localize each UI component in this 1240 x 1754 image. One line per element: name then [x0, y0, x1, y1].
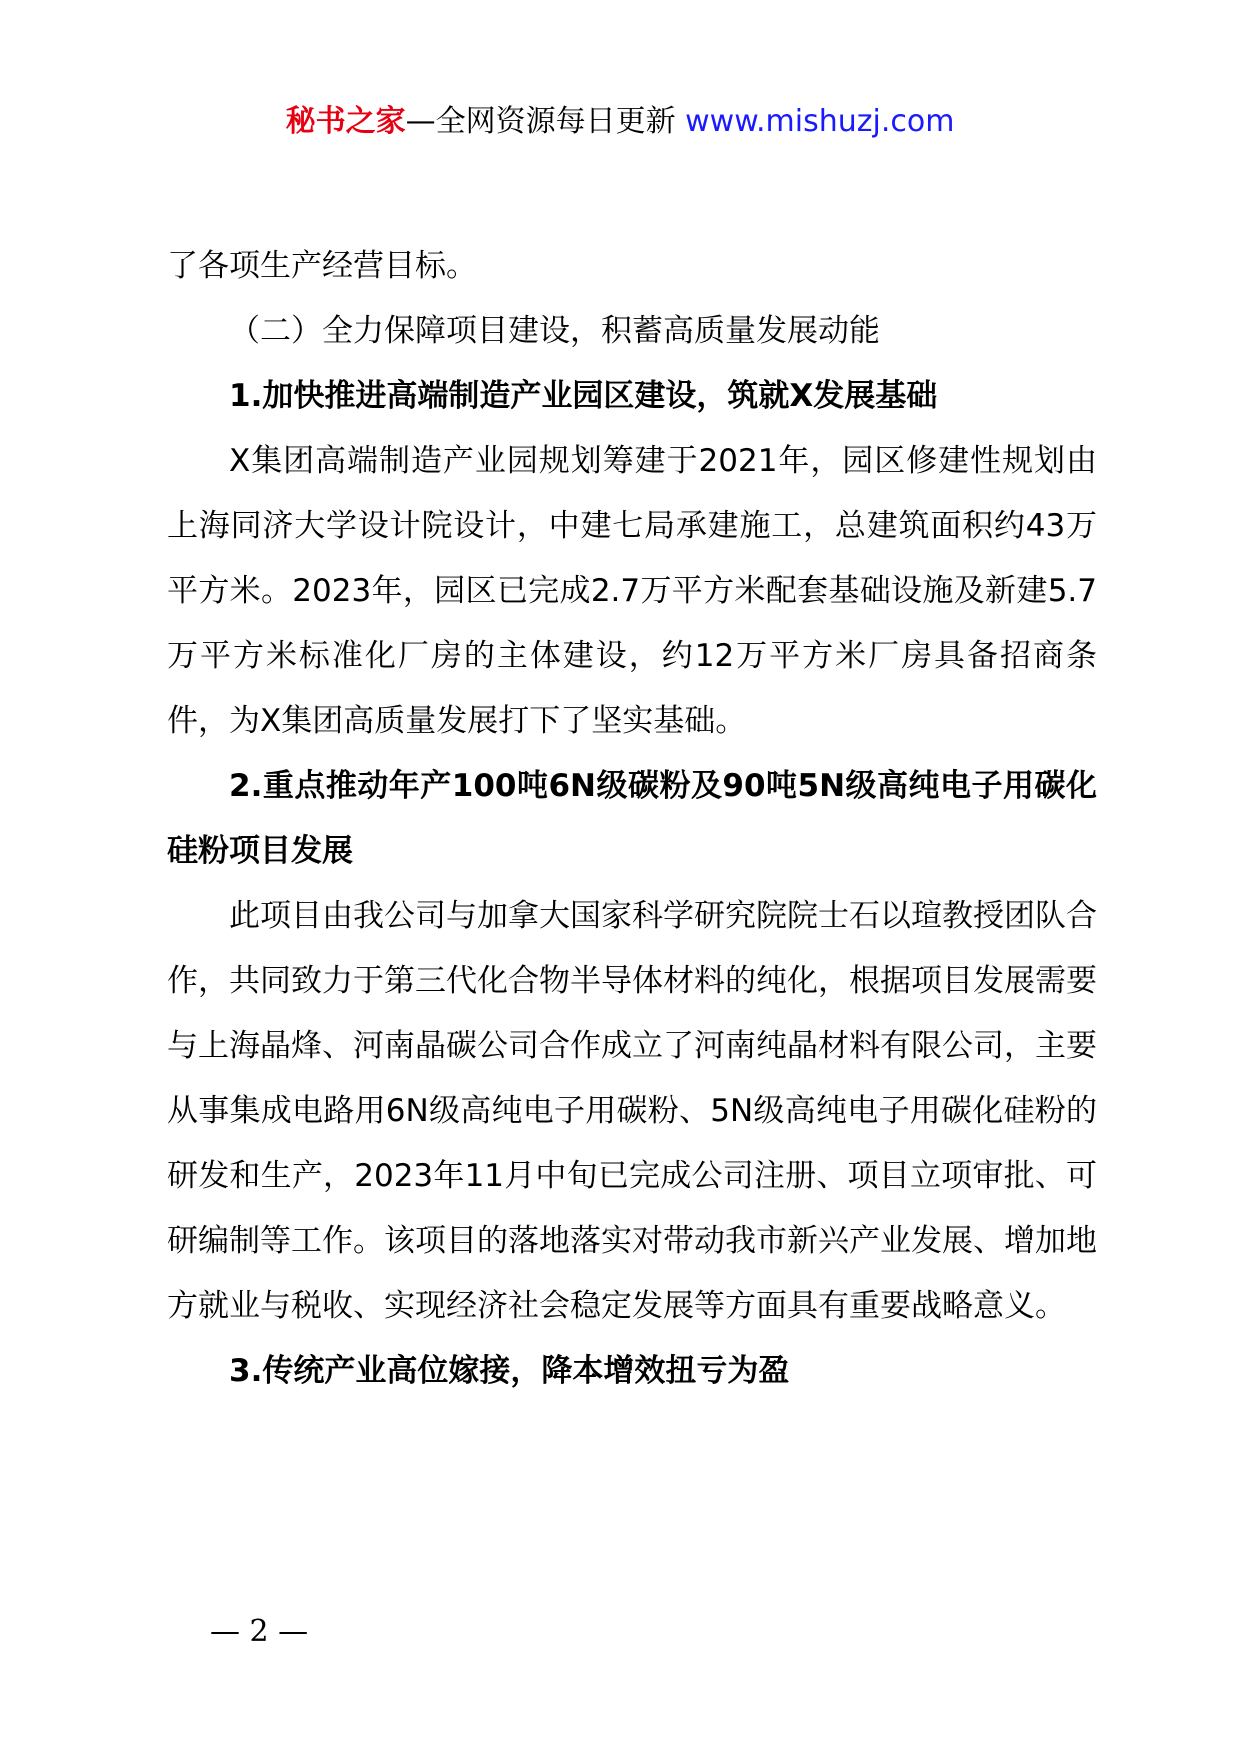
paragraph-continuation: 了各项生产经营目标。	[167, 248, 477, 284]
section-title-2: （二）全力保障项目建设，积蓄高质量发展动能	[229, 313, 880, 349]
site-tagline: —全网资源每日更新	[405, 104, 676, 139]
paragraph-industrial-park: X集团高端制造产业园规划筹建于2021年，园区修建性规划由上海同济大学设计院设计，中建七局承建施工，总建筑面积约43万平方米。2023年，园区已完成2.7万平方米配套基础设施及新建5.7万平方米标准化厂房的主体建设，约12万平方米厂房具备招商条件，为X集团高质量发展打下了坚实基础。	[167, 443, 1097, 739]
subheading-1: 1.加快推进高端制造产业园区建设，筑就X发展基础	[229, 378, 938, 414]
subheading-2: 2.重点推动年产100吨6N级碳粉及90吨5N级高纯电子用碳化硅粉项目发展	[167, 768, 1097, 869]
site-url-link[interactable]: www.mishuzj.com	[685, 104, 955, 139]
document-body	[167, 234, 1097, 1404]
site-brand: 秘书之家	[285, 104, 406, 139]
paragraph-carbon-powder-project: 此项目由我公司与加拿大国家科学研究院院士石以瑄教授团队合作，共同致力于第三代化合物半导体材料的纯化，根据项目发展需要与上海晶烽、河南晶碳公司合作成立了河南纯晶材料有限公司，主要从事集成电路用6N级高纯电子用碳粉、5N级高纯电子用碳化硅粉的研发和生产，2023年11月中旬已完成公司注册、项目立项审批、可研编制等工作。该项目的落地落实对带动我市新兴产业发展、增加地方就业与税收、实现经济社会稳定发展等方面具有重要战略意义。	[167, 898, 1097, 1324]
subheading-3: 3.传统产业高位嫁接，降本增效扭亏为盈	[229, 1353, 790, 1389]
page-number: — 2 —	[210, 1614, 309, 1649]
site-header	[0, 100, 1240, 144]
